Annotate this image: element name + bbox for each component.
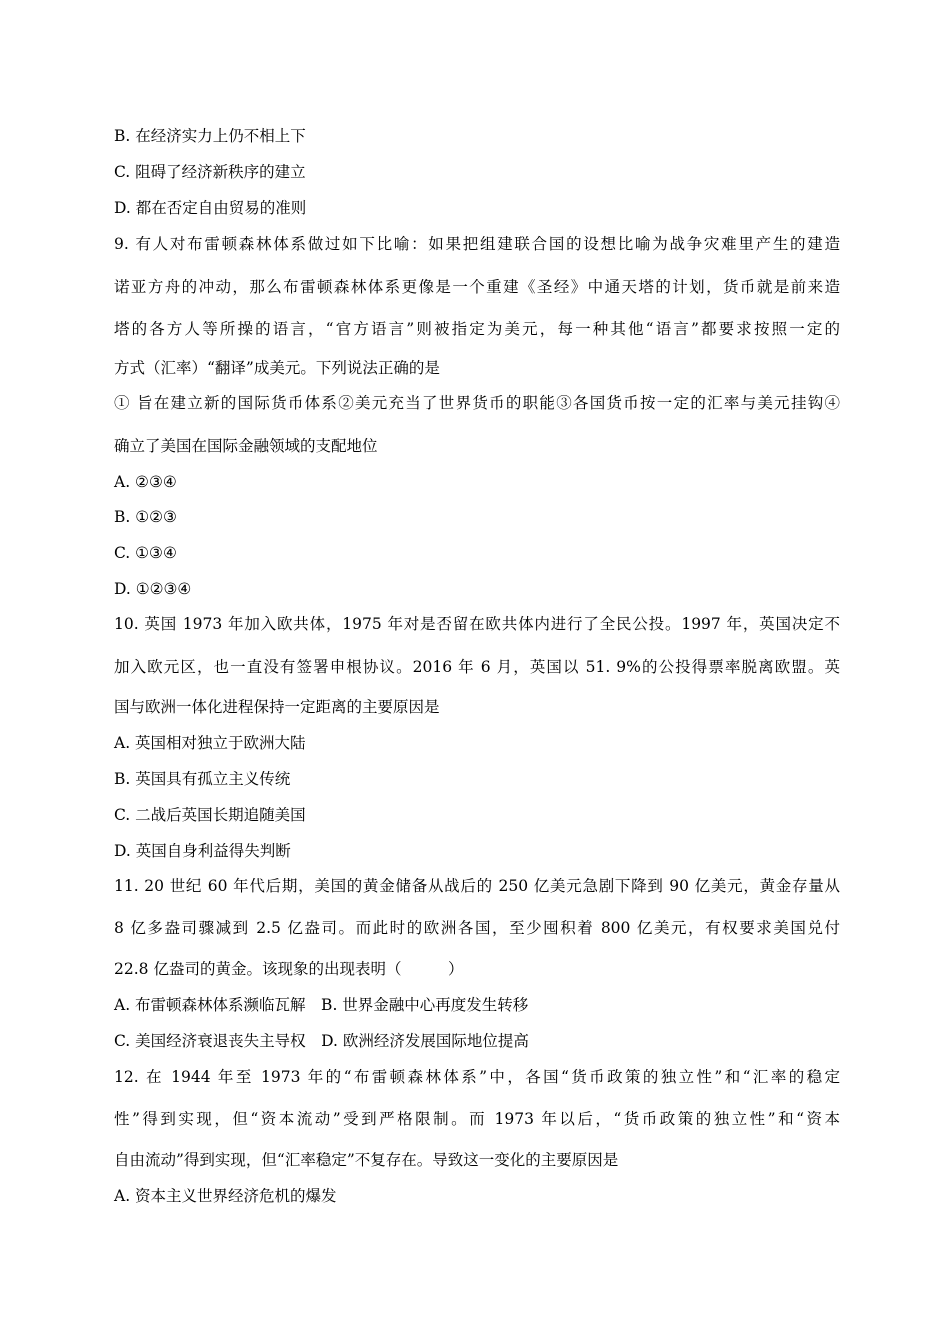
q10-option-d: D. 英国自身利益得失判断 [114,842,291,860]
q10-option-b: B. 英国具有孤立主义传统 [114,770,291,788]
q9-stem-line-2: 诺亚方舟的冲动，那么布雷顿森林体系更像是一个重建《圣经》中通天塔的计划，货币就是前来造 [114,278,840,296]
q10-stem-line-1: 10. 英国 1973 年加入欧共体，1975 年对是否留在欧共体内进行了全民公投。1997 年，英国决定不 [114,615,840,633]
q9-statements-line-1: ① 旨在建立新的国际货币体系②美元充当了世界货币的职能③各国货币按一定的汇率与美元挂钩④ [114,394,840,412]
q10-option-c: C. 二战后英国长期追随美国 [114,806,306,824]
q9-option-d: D. ①②③④ [114,580,192,598]
q10-stem-line-2: 加入欧元区，也一直没有签署申根协议。2016 年 6 月，英国以 51. 9%的公投得票率脱离欧盟。英 [114,658,840,676]
q11-stem-line-2: 8 亿多盎司骤减到 2.5 亿盎司。而此时的欧洲各国，至少囤积着 800 亿美元，有权要求美国兑付 [114,919,840,937]
q11-stem-line-3: 22.8 亿盎司的黄金。该现象的出现表明（ ） [114,960,464,978]
q9-stem-line-4: 方式（汇率）“翻译”成美元。下列说法正确的是 [114,359,440,377]
q12-stem-line-2: 性”得到实现，但“资本流动”受到严格限制。而 1973 年以后，“货币政策的独立性”和“资本 [114,1110,840,1128]
q8-option-b: B. 在经济实力上仍不相上下 [114,127,306,145]
q9-option-b: B. ①②③ [114,508,177,526]
q9-statements-line-2: 确立了美国在国际金融领域的支配地位 [114,437,378,455]
q9-stem-line-1: 9. 有人对布雷顿森林体系做过如下比喻：如果把组建联合国的设想比喻为战争灾难里产生的建造 [114,235,840,253]
q9-option-c: C. ①③④ [114,544,177,562]
q9-option-a: A. ②③④ [114,473,177,491]
q12-option-a: A. 资本主义世界经济危机的爆发 [114,1187,337,1205]
q11-stem-line-1: 11. 20 世纪 60 年代后期，美国的黄金储备从战后的 250 亿美元急剧下降到 90 亿美元，黄金存量从 [114,877,840,895]
q12-stem-line-3: 自由流动”得到实现，但“汇率稳定”不复存在。导致这一变化的主要原因是 [114,1151,619,1169]
q12-stem-line-1: 12. 在 1944 年至 1973 年的“布雷顿森林体系”中，各国“货币政策的独立性”和“汇率的稳定 [114,1068,840,1086]
q10-option-a: A. 英国相对独立于欧洲大陆 [114,734,306,752]
q8-option-d: D. 都在否定自由贸易的准则 [114,199,307,217]
q11-options-cd: C. 美国经济衰退丧失主导权 D. 欧洲经济发展国际地位提高 [114,1032,529,1050]
q10-stem-line-3: 国与欧洲一体化进程保持一定距离的主要原因是 [114,698,440,716]
q8-option-c: C. 阻碍了经济新秩序的建立 [114,163,306,181]
q11-options-ab: A. 布雷顿森林体系濒临瓦解 B. 世界金融中心再度发生转移 [114,996,529,1014]
q9-stem-line-3: 塔的各方人等所操的语言，“官方语言”则被指定为美元，每一种其他“语言”都要求按照一定的 [114,320,840,338]
